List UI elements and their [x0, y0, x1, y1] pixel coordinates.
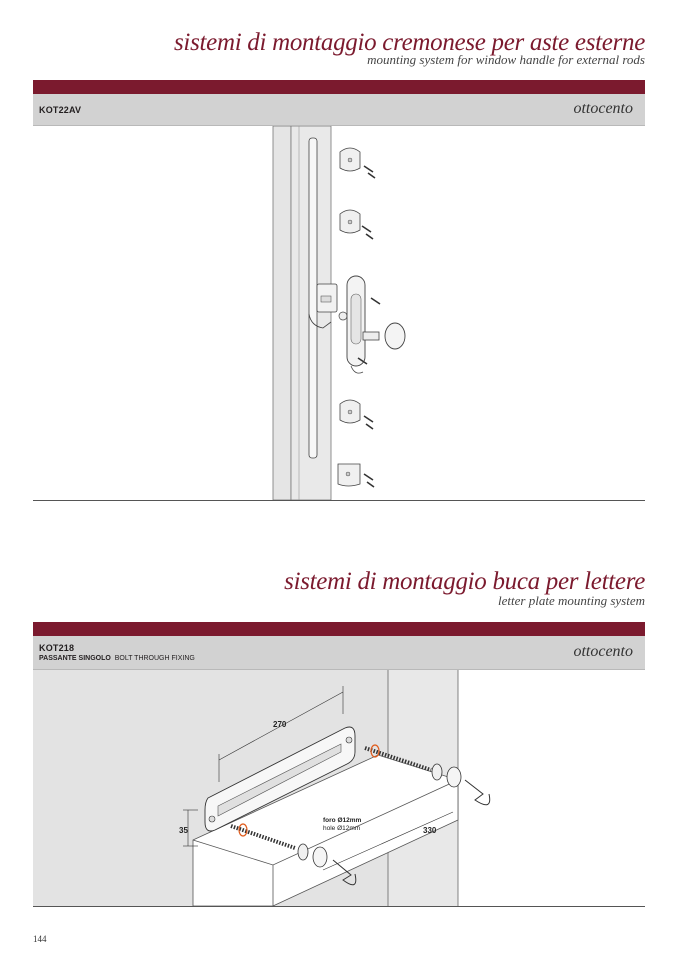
- rod-keeper: [340, 210, 360, 233]
- section1-illustration: [33, 126, 645, 500]
- brand-label: ottocento: [573, 100, 633, 117]
- page-number: 144: [33, 934, 47, 944]
- section1-header: [33, 94, 645, 126]
- product-subcode: [39, 655, 195, 662]
- subcode-bold: PASSANTE SINGOLO: [39, 655, 111, 662]
- screw-icon: [364, 416, 373, 429]
- section1-title: sistemi di montaggio cremonese per aste esterne: [174, 29, 645, 56]
- section2-band: [33, 622, 645, 636]
- screw-icon: [364, 474, 374, 487]
- section2-subtitle: letter plate mounting system: [498, 593, 645, 608]
- rod-keeper: [340, 400, 360, 423]
- rod-keeper: [340, 148, 360, 171]
- dimension-height: 35: [179, 826, 188, 835]
- section1-band: [33, 80, 645, 94]
- hole-label-en: hole Ø12mm: [323, 825, 361, 832]
- section2-header: [33, 636, 645, 670]
- external-rod: [309, 138, 317, 458]
- subcode-rest: BOLT THROUGH FIXING: [114, 655, 195, 662]
- screw-icon: [364, 166, 375, 178]
- section2-bottom-rule: [33, 906, 645, 907]
- product-code: KOT218: [39, 643, 75, 653]
- hole-label-it: foro Ø12mm: [323, 817, 362, 824]
- brand-label: ottocento: [573, 643, 633, 660]
- section2-title: sistemi di montaggio buca per lettere: [284, 568, 645, 595]
- screw-icon: [362, 226, 373, 239]
- dimension-depth: 330: [423, 826, 437, 835]
- rod-keeper: [338, 464, 360, 486]
- window-handle: [347, 276, 405, 373]
- product-code: KOT22AV: [39, 105, 82, 115]
- section2-illustration: [33, 670, 645, 906]
- section1-bottom-rule: [33, 500, 645, 501]
- section1-subtitle: mounting system for window handle for external rods: [367, 52, 645, 67]
- dimension-width: 270: [273, 720, 287, 729]
